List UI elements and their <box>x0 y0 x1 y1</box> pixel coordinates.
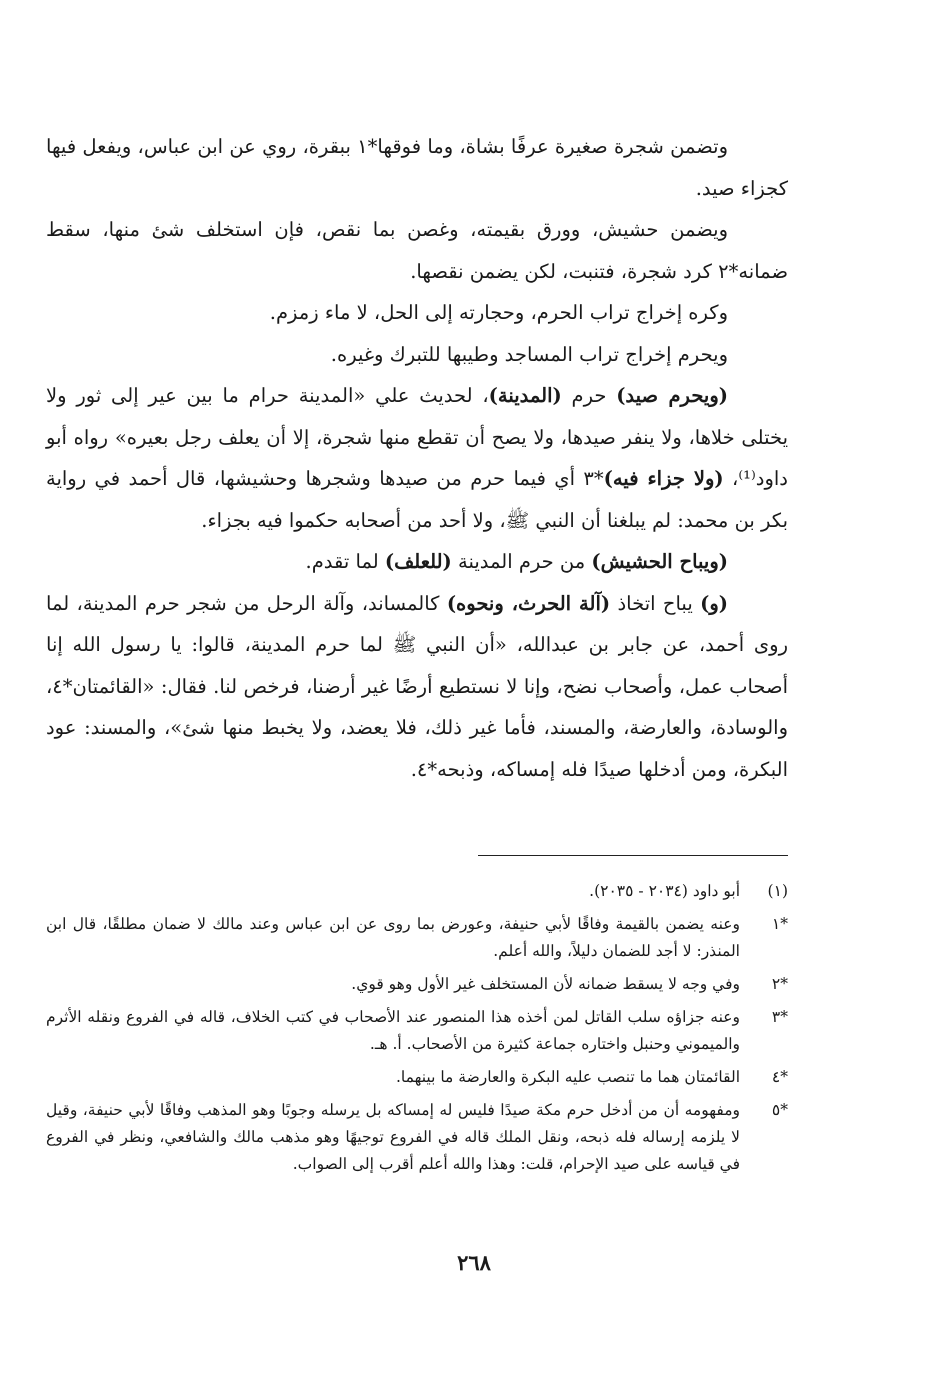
bold-phrase: (و) <box>700 591 728 615</box>
bold-phrase: (المدينة) <box>488 384 562 407</box>
footnote-marker: *١ <box>771 915 788 933</box>
paragraph-7 <box>46 583 788 791</box>
bold-phrase: (ويحرم صيد) <box>616 384 728 407</box>
bold-phrase: (للعلف) <box>384 550 452 573</box>
text-run: كالمساند، وآلة الرحل من شجر حرم المدينة، لما روى أحمد، عن جابر بن عبدالله، «أن النبي ﷺ لما حرم المدينة، قالوا: يا رسول الله إنا أصحاب عمل، وأصحاب نضح، وإنا لا نستطيع أرضًا غير أرضنا، فرخص لنا. فقال: «القائمتان*٤، والوسادة، والعارضة، والمسند، فأما غير ذلك، فلا يعضد، ولا يخبط منها شئ»، والمسند: عود البكرة، ومن أدخلها صيدًا فله إمساكه، وذبحه*٤. <box>46 591 788 781</box>
footnote-text: وعنه جزاؤه سلب القاتل لمن أخذه هذا المنصور عند الأصحاب في كتب الخلاف، قاله في الفروع ونقله الأثرم والميموني وحنبل واختاره جماعة كثيرة من الأصحاب. أ. هـ. <box>46 1008 740 1053</box>
footnote-text: وعنه يضمن بالقيمة وفاقًا لأبي حنيفة، وعورض بما روى عن ابن عباس وعند مالك لا ضمان مطلقًا، قال ابن المنذر: لا أجد للضمان دليلاً، والله أعلم. <box>46 915 740 960</box>
footnote-text: أبو داود (٢٠٣٤ - ٢٠٣٥). <box>589 882 740 900</box>
text-run: *٣ أي فيما حرم من صيدها وشجرها وحشيشها، قال أحمد في رواية بكر بن محمد: لم يبلغنا أن النبي ﷺ، ولا أحد من أصحابه حكموا فيه بجزاء. <box>46 467 788 532</box>
bold-phrase: (آلة الحرث، ونحوه) <box>446 591 611 615</box>
footnote <box>46 911 788 965</box>
paragraph-6 <box>46 541 788 583</box>
main-text <box>46 126 788 790</box>
footnote <box>46 1064 788 1091</box>
footnote-marker: (١) <box>767 882 788 900</box>
paragraph-4: ويحرم إخراج تراب المساجد وطيبها للتبرك وغيره. <box>330 342 728 366</box>
bold-phrase: (ولا جزاء فيه) <box>603 467 724 490</box>
footnote-text: ومفهومه أن من أدخل حرم مكة صيدًا فليس له إمساكه بل يرسله وجوبًا وهو المذهب وفاقًا لأبي حنيفة، وقيل لا يلزمه إرساله فله ذبحه، ونقل الملك قاله في الفروع توجيهًا وهو مذهب مالك والشافعي، ونظر في الفروع في قياسه على صيد الإحرام، قلت: وهذا والله أعلم أقرب إلى الصواب. <box>46 1101 740 1173</box>
footnote-divider <box>478 855 788 856</box>
footnote-marker: *٢ <box>771 975 788 993</box>
text-run: لما تقدم. <box>305 550 385 573</box>
text-run: حرم <box>561 384 617 407</box>
footnote <box>46 1004 788 1058</box>
paragraph-2: ويضمن حشيش، وورق بقيمته، وغصن بما نقص، فإن استخلف شئ منها، سقط ضمانه*٢ كرد شجرة، فتنبت، لكن يضمن نقصها. <box>46 218 788 283</box>
page-number: ٢٦٨ <box>457 1250 491 1275</box>
footnote <box>46 878 788 905</box>
footnote-marker: *٥ <box>771 1101 788 1119</box>
footnote-marker: *٣ <box>771 1008 788 1026</box>
text-run: يباح اتخاذ <box>610 591 701 615</box>
footnote <box>46 971 788 998</box>
paragraph-1: وتضمن شجرة صغيرة عرفًا بشاة، وما فوقها*١ ببقرة، روي عن ابن عباس، ويفعل فيها كجزاء صيد. <box>46 135 788 200</box>
paragraph-3: وكره إخراج تراب الحرم، وحجارته إلى الحل، لا ماء زمزم. <box>269 301 728 324</box>
footnote-marker: *٤ <box>771 1068 788 1086</box>
text-run: من حرم المدينة <box>451 550 592 573</box>
footnote-text: وفي وجه لا يسقط ضمانه لأن المستخلف غير الأول وهو قوي. <box>351 975 740 993</box>
footnote-text: القائمتان هما ما تنصب عليه البكرة والعارضة ما بينهما. <box>395 1068 740 1086</box>
footnotes <box>46 878 788 1184</box>
bold-phrase: (ويباح الحشيش) <box>591 550 728 573</box>
text-run: ، لحديث علي «المدينة حرام ما بين عير إلى ثور ولا يختلى خلاها، ولا ينفر صيدها، ولا يصح أن تقطع منها شجرة، إلا أن يعلف رجل بعيره» رواه أبو داود⁽¹⁾، <box>46 384 788 490</box>
paragraph-5 <box>46 375 788 541</box>
footnote <box>46 1097 788 1178</box>
